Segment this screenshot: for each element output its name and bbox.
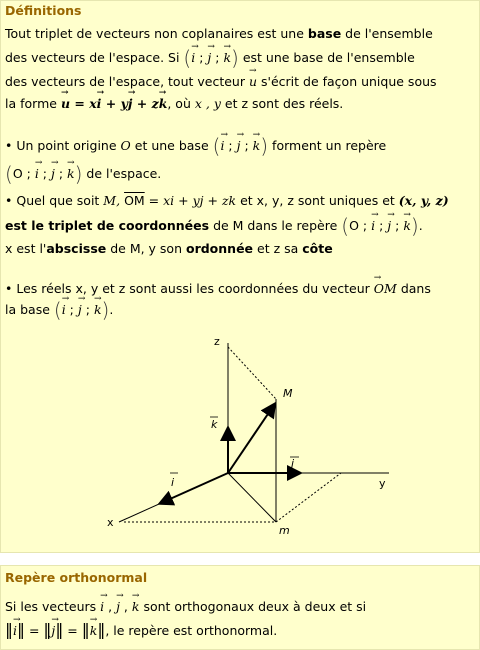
vector-OM [228,405,274,473]
label-M: M [283,387,293,400]
label-j: j [291,457,295,470]
bullet-2-cont2: x est l'abscisse de M, y son ordonnée et z sa côte [5,241,333,256]
label-x: x [107,516,114,529]
label-m: m [279,524,290,537]
def-line-4: la forme → u = x→ i + y→ j + z→ k, où x , y et z sont des réels. [5,94,343,112]
label-y: y [379,477,386,490]
bullet-1-cont: (O ; → i ; → j ; → k) de l'espace. [5,164,161,182]
def-line-2: des vecteurs de l'espace. Si (→ i ; → j ; → k) est une base de l'ensemble [5,48,415,66]
label-i: i [171,476,175,489]
basis-vectors [161,405,299,503]
bullet-2-cont: est le triplet de coordonnées de M dans le repère (O ; → i ; → j ; → k). [5,216,423,234]
label-z: z [214,335,220,348]
solid-lines [228,399,276,522]
def-line-1: Tout triplet de vecteurs non coplanaires est une base de l'ensemble [5,26,433,41]
orthonormal-panel [0,565,480,650]
def-line-3: des vecteurs de l'espace, tout vecteur → u s'écrit de façon unique sous [5,72,437,90]
bullet-3-cont: la base (→ i ; → j ; → k). [5,300,113,318]
ortho-line-1: Si les vecteurs → i , → j , → k sont orthogonaux deux à deux et si [5,597,366,615]
orthonormal-heading: Repère orthonormal [5,570,148,585]
ortho-line-2: ‖→ i‖ = ‖→ j‖ = ‖→ k‖, le repère est orthonormal. [5,621,277,639]
projection-lines [124,347,341,522]
definitions-heading: Définitions [5,3,82,18]
bullet-1: • Un point origine O et une base (→ i ; → j ; → k) forment un repère [5,136,386,154]
bullet-2: • Quel que soit M, $\overline{OM}$ = xi + yj + zk et x, y, z sont uniques et (x, y, z) [5,193,449,208]
bullet-3: • Les réels x, y et z sont aussi les coordonnées du vecteur → OM dans [5,279,431,297]
axes [119,343,389,522]
coordinate-diagram [1,321,480,546]
label-k: k [211,418,218,431]
